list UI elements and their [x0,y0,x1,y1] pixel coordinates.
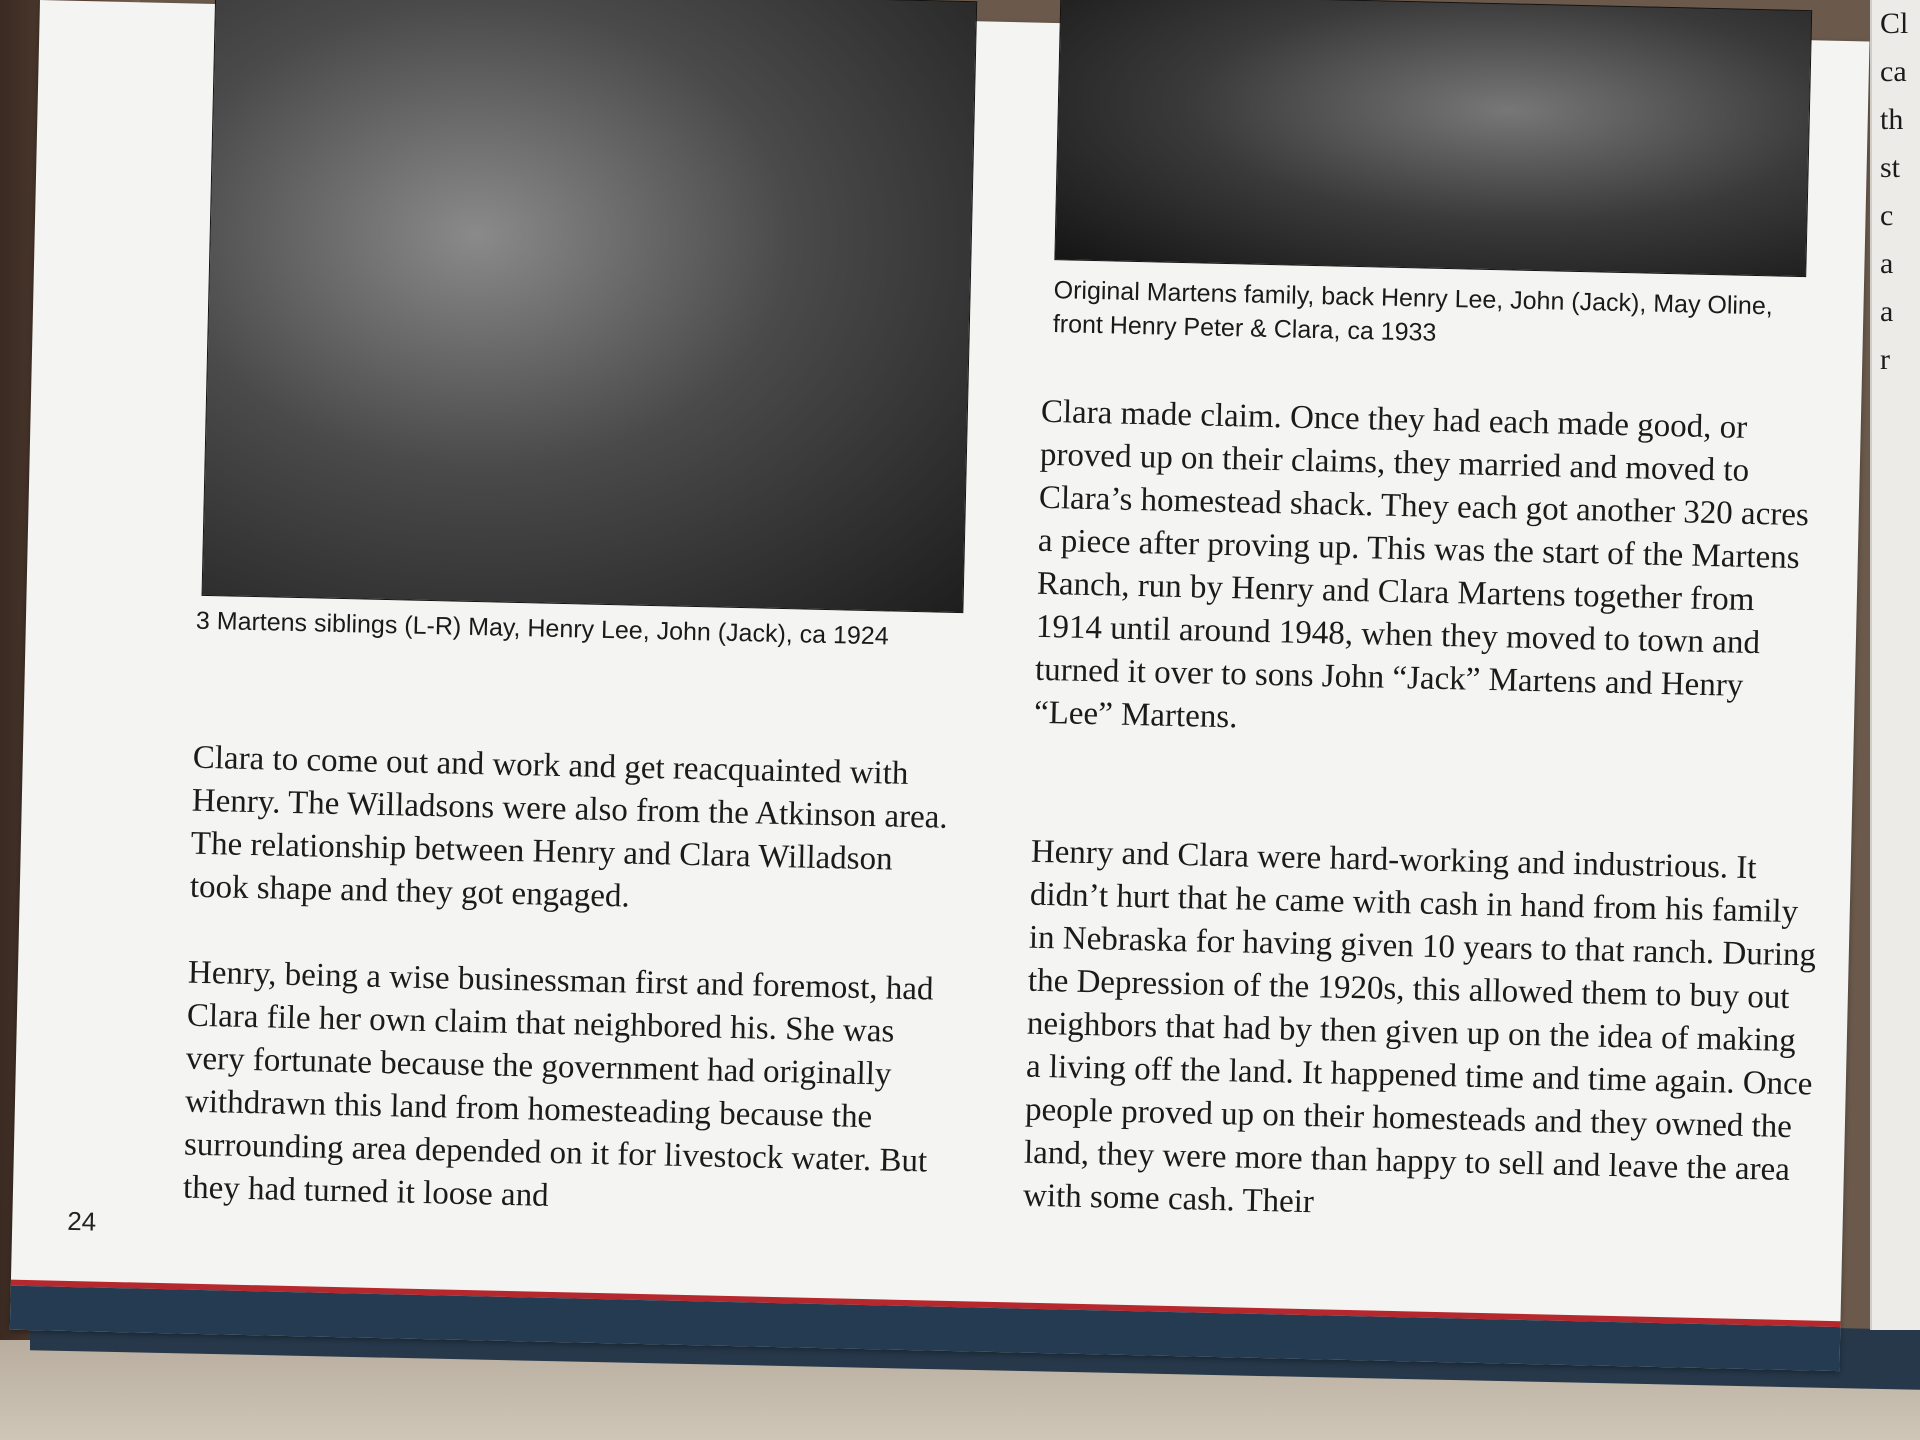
family-photo-caption: Original Martens family, back Henry Lee, John (Jack), May Oline, front Henry Peter & Clara, ca 1933 [1052,276,1774,347]
right-paragraph-2: Henry and Clara were hard-working and industrious. It didn’t hurt that he came with cash in hand from his family in Nebraska for having given 10 years to that ranch. During the Depression of the 1920s, this allowed them to buy out neighbors that had by then given up on the idea of making a living off the land. It happened time and time again. Once people proved up on their homesteads and they owned the land, they were more than happy to sell and leave the area with some cash. Their [1022,833,1817,1221]
family-photo [1054,0,1812,277]
book-page [10,0,1870,1371]
left-paragraph-2: Henry, being a wise businessman first and foremost, had Clara file her own claim that neighbored his. She was very fortunate because the government had originally withdrawn this land from homesteading because the surrounding area depended on it for livestock water. But they had turned it loose and [182,954,934,1214]
page-number: 24 [66,1205,97,1237]
siblings-photo-caption: 3 Martens siblings (L-R) May, Henry Lee, John (Jack), ca 1924 [195,606,889,651]
next-page-text-fragment: Cl ca th st c a a r [1880,7,1909,376]
right-paragraph-1: Clara made claim. Once they had each made good, or proved up on their claims, they married and moved to Clara’s homestead shack. They each got another 320 acres a piece after proving up. This was the start of the Martens Ranch, run by Henry and Clara Martens together from 1914 until around 1948, when they moved to town and turned it over to sons John “Jack” Martens and Henry “Lee” Martens. [1033,393,1810,736]
next-page-edge [1870,0,1920,1330]
left-paragraph-1: Clara to come out and work and get reacquainted with Henry. The Willadsons were also from the Atkinson area. The relationship between Henry and Clara Willadson took shape and they got engaged. [189,739,949,915]
siblings-photo [202,0,978,613]
